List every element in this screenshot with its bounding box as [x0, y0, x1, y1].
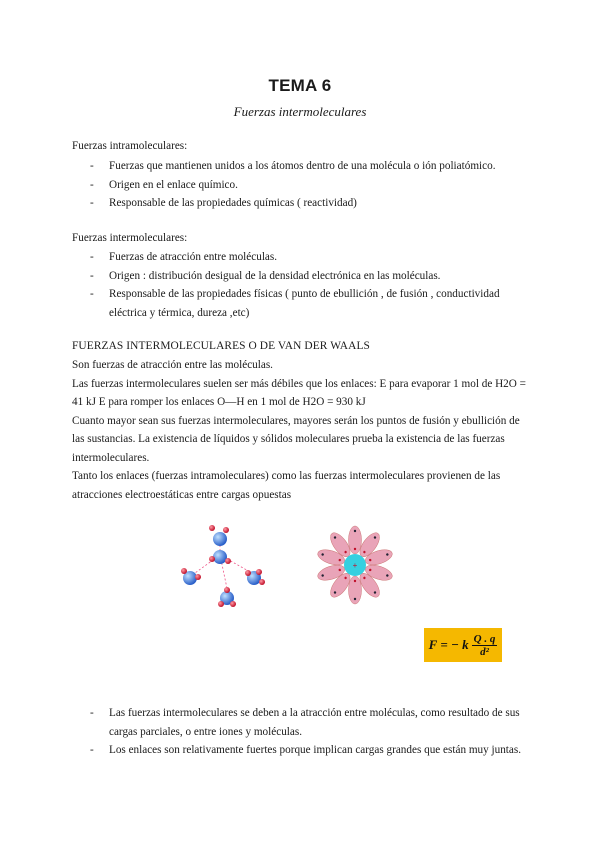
formula-numerator: Q . q — [473, 632, 496, 645]
list-item: - Los enlaces son relativamente fuertes porque implican cargas grandes que están muy juntas. — [72, 741, 532, 760]
ion-dipole-illustration — [305, 515, 405, 615]
vdw-heading: FUERZAS INTERMOLECULARES O DE VAN DER WAALS — [72, 340, 370, 352]
list-item: - Fuerzas que mantienen unidos a los átomos dentro de una molécula o ión poliatómico. — [72, 157, 532, 176]
formula-lhs: F = − k — [428, 637, 469, 652]
dipole-petal — [349, 526, 362, 554]
inter-list — [72, 248, 532, 322]
list-item: - Responsable de las propiedades químicas ( reactividad) — [72, 194, 532, 213]
list-item: - Origen en el enlace químico. — [72, 176, 532, 195]
coulomb-formula — [424, 628, 502, 662]
formula-fraction — [472, 633, 498, 658]
page-subtitle: Fuerzas intermoleculares — [233, 104, 367, 119]
bottom-list — [72, 704, 532, 760]
svg-text:+: + — [352, 561, 358, 570]
list-item: - Fuerzas de atracción entre moléculas. — [72, 248, 532, 267]
water-cluster-illustration — [170, 515, 280, 615]
list-item: - Origen : distribución desigual de la densidad electrónica en las moléculas. — [72, 267, 532, 286]
dipole-petal — [349, 576, 362, 604]
formula-denominator: d² — [480, 645, 489, 658]
page-title: TEMA 6 — [268, 76, 332, 95]
intra-list — [72, 157, 532, 213]
inter-heading: Fuerzas intermoleculares: — [72, 232, 188, 244]
vdw-paragraph: Son fuerzas de atracción entre las moléculas. Las fuerzas intermoleculares suelen ser más débiles que los enlaces: E para evaporar 1 mol de H2O = 41 kJ E para romper los enlaces O—H en 1 mol de H2O = 930 kJ Cuanto mayor sean sus fuerzas intermoleculares, mayores serán los puntos de fusión y ebullición de las sustancias. La existencia de líquidos y sólidos moleculares prueba la existencia de las fuerzas intermoleculares. Tanto los enlaces (fuerzas intramoleculares) como las fuerzas intermoleculares provienen de las atracciones electroestáticas entre cargas opuestas — [72, 359, 526, 501]
list-item: - Responsable de las propiedades físicas ( punto de ebullición , de fusión , conductividad eléctrica y térmica, dureza ,etc) — [72, 285, 532, 322]
intra-heading: Fuerzas intramoleculares: — [72, 140, 188, 152]
list-item: - Las fuerzas intermoleculares se deben a la atracción entre moléculas, como resultado de sus cargas parciales, o entre iones y moléculas. — [72, 704, 532, 741]
